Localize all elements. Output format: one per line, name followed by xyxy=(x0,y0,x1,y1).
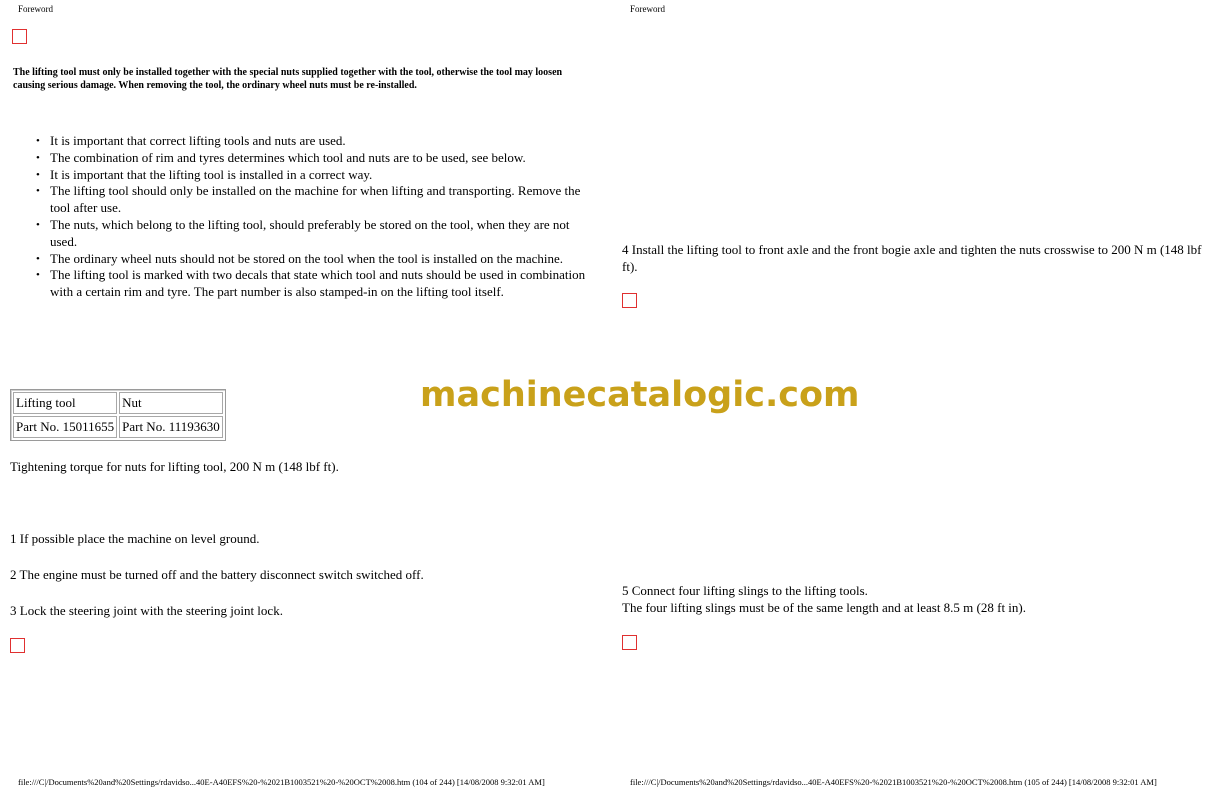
table-header-row xyxy=(13,392,223,414)
watermark-text: machinecatalogic.com xyxy=(420,375,860,415)
step-2: 2 The engine must be turned off and the battery disconnect switch switched off. xyxy=(10,567,424,582)
step-3: 3 Lock the steering joint with the steering joint lock. xyxy=(10,603,283,618)
list-item: • It is important that correct lifting tools and nuts are used. xyxy=(50,133,595,150)
step-5-detail: The four lifting slings must be of the same length and at least 8.5 m (28 ft in). xyxy=(622,600,1027,615)
image-placeholder-icon xyxy=(10,638,25,653)
right-page-footer: file:///C|/Documents%20and%20Settings/rdavidso...40E-A40EFS%20-%2021B1003521%20-%20OCT%2008.htm (105 of 244) [14/08/2008 9:32:01 AM] xyxy=(630,777,1157,787)
list-item: • The combination of rim and tyres determines which tool and nuts are to be used, see below. xyxy=(50,150,595,167)
info-bullet-list xyxy=(50,133,595,301)
left-page-footer: file:///C|/Documents%20and%20Settings/rdavidso...40E-A40EFS%20-%2021B1003521%20-%20OCT%2008.htm (104 of 244) [14/08/2008 9:32:01 AM] xyxy=(18,777,545,787)
left-page-header: Foreword xyxy=(18,4,53,14)
list-item: • The nuts, which belong to the lifting tool, should preferably be stored on the tool, when they are not used. xyxy=(50,217,595,251)
image-placeholder-icon xyxy=(622,635,637,650)
parts-table xyxy=(10,389,226,441)
list-item: • It is important that the lifting tool is installed in a correct way. xyxy=(50,167,595,184)
step-1: 1 If possible place the machine on level ground. xyxy=(10,531,260,546)
warning-text: The lifting tool must only be installed together with the special nuts supplied together with the tool, otherwise the tool may loosen causing serious damage. When removing the tool, the ordinary wheel nuts must be re-installed. xyxy=(13,67,563,91)
image-placeholder-icon xyxy=(622,293,637,308)
list-item: • The lifting tool should only be installed on the machine for when lifting and transporting. Remove the tool after use. xyxy=(50,183,595,217)
list-item: • The lifting tool is marked with two decals that state which tool and nuts should be used in combination with a certain rim and tyre. The part number is also stamped-in on the lifting tool itself. xyxy=(50,267,595,301)
right-page-header: Foreword xyxy=(630,4,665,14)
step-4: 4 Install the lifting tool to front axle and the front bogie axle and tighten the nuts crosswise to 200 N m (148 lbf ft). xyxy=(622,242,1202,274)
image-placeholder-icon xyxy=(12,29,27,44)
torque-note: Tightening torque for nuts for lifting tool, 200 N m (148 lbf ft). xyxy=(10,459,339,474)
list-item: • The ordinary wheel nuts should not be stored on the tool when the tool is installed on the machine. xyxy=(50,251,595,268)
table-header-cell: Lifting tool xyxy=(13,392,117,414)
table-cell: Part No. 15011655 xyxy=(13,416,117,438)
table-row xyxy=(13,416,223,438)
table-header-cell: Nut xyxy=(119,392,223,414)
table-cell: Part No. 11193630 xyxy=(119,416,223,438)
step-5: 5 Connect four lifting slings to the lifting tools. xyxy=(622,583,868,598)
